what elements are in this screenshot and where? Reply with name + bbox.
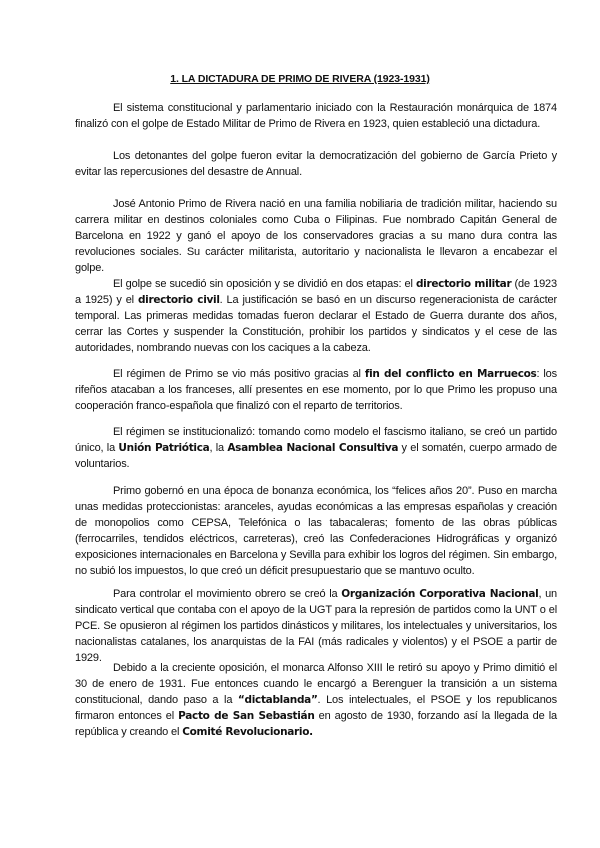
text-run: . Los intelectuales, el PSOE y los republicanos firmaron entonces el — [75, 694, 558, 722]
text-run: : los rifeños atacaban a los franceses, allí presentes en ese momento, por lo que Primo les propuso una cooperación franco-española que finalizó con el reparto de territorios. — [75, 368, 557, 412]
text-run: (de 1923 a 1925) y el — [75, 278, 557, 306]
text-run: , la — [209, 442, 228, 454]
text-run: Debido a la creciente oposición, el monarca Alfonso XIII le retiró su apoyo y Primo dimitió el 30 de enero de 1931. Fue entonces cuando le encargó a Berenguer la transición a un sistema constitucional, dando paso a la — [75, 662, 557, 706]
text-run: . La justificación se basó en un discurso regeneracionista de carácter temporal. Las primeras medidas tomadas fueron declarar el Estado de Guerra durante dos años, cerrar las Cortes y suspender la Constitución, prohibir los partidos y sindicatos y el cese de las autoridades, nombrando nuevas con los caciques a la cabeza. — [75, 294, 557, 354]
text-run: Primo gobernó en una época de bonanza económica, los “felices años 20”. Puso en marcha unas medidas proteccionistas: aranceles, ayudas económicas a las empresas españolas y creación de monopolios como CEPSA, Telefónica o las tabacaleras; fomento de las obras públicas (ferrocarriles, tendidos eléctricos, carreteras), creó las Confederaciones Hidrográficas y organizó exposiciones internacionales en Barcelona y Sevilla para exhibir los logros del régimen. Sin embargo, no subió los impuestos, lo que creó un déficit presupuestario que se mantuvo oculto. — [75, 485, 557, 577]
bold-term: fin del conflicto en Marruecos — [364, 368, 537, 380]
paragraph-3 — [75, 196, 557, 276]
paragraph-8 — [75, 586, 557, 666]
paragraph-6 — [75, 424, 557, 472]
text-run: José Antonio Primo de Rivera nació en una familia nobiliaria de tradición militar, haciendo su carrera militar en destinos coloniales como Cuba o Filipinas. Fue nombrado Capitán General de Barcelona en 1922 y ganó el apoyo de los conservadores gracias a su mano dura contra las revoluciones sociales. Su carácter militarista, autoritario y nacionalista le llevaron a encabezar el golpe. — [75, 198, 557, 274]
paragraph-2 — [75, 148, 557, 180]
bold-term: Asamblea Nacional Consultiva — [227, 442, 399, 454]
bold-term: Comité Revolucionario. — [182, 726, 313, 738]
bold-term: Pacto de San Sebastián — [178, 710, 315, 722]
text-run: El régimen se institucionalizó: tomando como modelo el fascismo italiano, se creó un partido único, la — [75, 426, 557, 454]
bold-term: Organización Corporativa Nacional — [341, 588, 539, 600]
text-run: y el somatén, cuerpo armado de voluntarios. — [75, 442, 557, 470]
bold-term: directorio militar — [415, 278, 512, 290]
paragraph-4 — [75, 276, 557, 356]
document-title: 1. LA DICTADURA DE PRIMO DE RIVERA (1923-1931) — [170, 73, 430, 85]
bold-term: directorio civil — [137, 294, 220, 306]
paragraph-7 — [75, 483, 557, 579]
text-run: , un sindicato vertical que contaba con el apoyo de la UGT para la represión de partidos como la UNT o el PCE. Se opusieron al régimen los partidos dinásticos y militares, los intelectuales y universitarios, los nacionalistas catalanes, los anarquistas de la FAI (más radicales y violentos) y el PSOE a partir de 1929. — [75, 588, 558, 664]
text-run: Los detonantes del golpe fueron evitar la democratización del gobierno de García Prieto y evitar las repercusiones del desastre de Annual. — [75, 150, 557, 178]
text-run: El régimen de Primo se vio más positivo gracias al — [113, 368, 365, 380]
text-run: en agosto de 1930, forzando así la llegada de la república y creando el — [75, 710, 557, 738]
text-run: El golpe se sucedió sin oposición y se dividió en dos etapas: el — [113, 278, 416, 290]
paragraph-1 — [75, 100, 557, 132]
text-run: Para controlar el movimiento obrero se creó la — [113, 588, 342, 600]
paragraph-5 — [75, 366, 557, 414]
bold-term: “dictablanda” — [237, 694, 318, 706]
paragraph-9 — [75, 660, 557, 740]
bold-term: Unión Patriótica — [118, 442, 210, 454]
text-run: El sistema constitucional y parlamentario iniciado con la Restauración monárquica de 1874 finalizó con el golpe de Estado Militar de Primo de Rivera en 1923, quien estableció una dictadura. — [75, 102, 557, 130]
